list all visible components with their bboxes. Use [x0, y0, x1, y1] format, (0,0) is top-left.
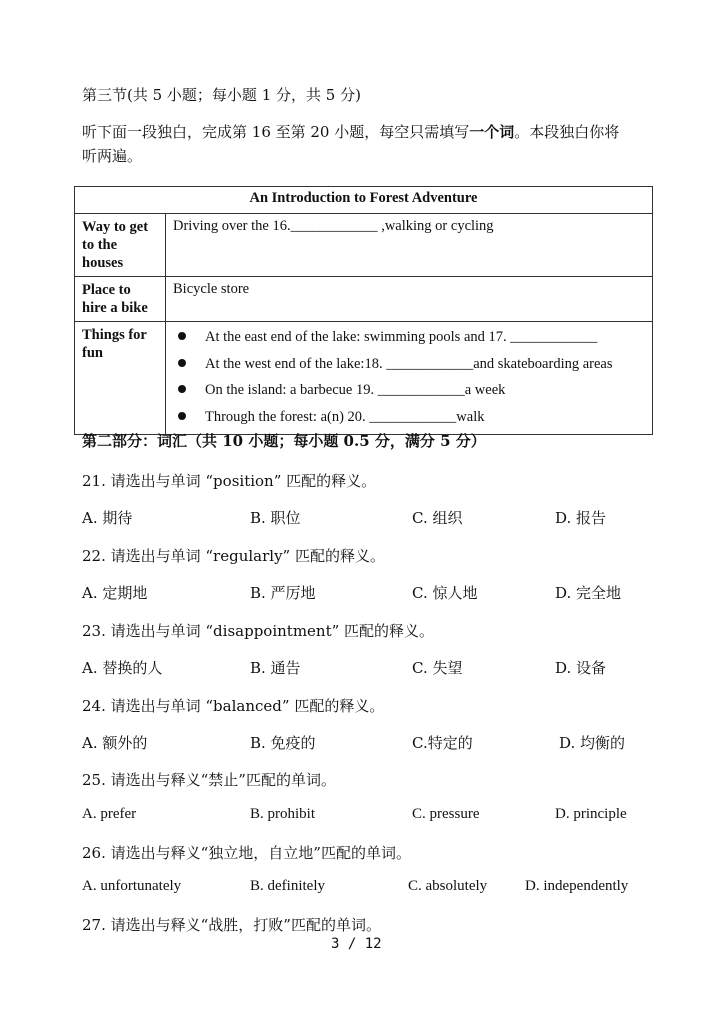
page-number: 3 / 12 — [331, 936, 382, 952]
row-label: Things for fun — [75, 322, 166, 435]
instruction-line1 — [82, 121, 619, 142]
instruction-text: 听下面一段独白，完成第 16 至第 20 小题，每空只需填写 — [82, 123, 470, 141]
option-a[interactable]: A. 定期地 — [82, 584, 148, 602]
part2-title: 第二部分：词汇（共 10 小题；每小题 0.5 分，满分 5 分） — [82, 432, 486, 450]
section3-title: 第三节(共 5 小题；每小题 1 分，共 5 分) — [82, 86, 361, 104]
option-b[interactable]: B. 免疫的 — [250, 734, 316, 752]
bullet-icon — [178, 332, 186, 340]
forest-adventure-table — [74, 186, 653, 435]
row-label: Place to hire a bike — [75, 277, 166, 322]
option-c[interactable]: C. 惊人地 — [412, 584, 478, 602]
row-label: Way to get to the houses — [75, 214, 166, 277]
question-22: 22. 请选出与单词 “regularly” 匹配的释义。 — [82, 547, 385, 565]
instruction-emphasis: 一个词 — [469, 123, 515, 141]
option-d[interactable]: D. 报告 — [555, 509, 607, 527]
list-item-text: At the west end of the lake:18. ____________and skateboarding areas — [205, 355, 613, 372]
option-c[interactable]: C.特定的 — [412, 734, 473, 752]
row-content: Bicycle store — [166, 277, 653, 322]
question-26: 26. 请选出与释义“独立地，自立地”匹配的单词。 — [82, 844, 411, 862]
option-a[interactable]: A. 替换的人 — [82, 659, 163, 677]
table-row — [75, 277, 653, 322]
option-a[interactable]: A. unfortunately — [82, 878, 182, 894]
instruction-line2: 听两遍。 — [82, 147, 143, 165]
option-a[interactable]: A. prefer — [82, 806, 137, 822]
option-a[interactable]: A. 额外的 — [82, 734, 148, 752]
option-b[interactable]: B. 通告 — [250, 659, 301, 677]
instruction-text-end: 。本段独白你将 — [514, 123, 620, 141]
bullet-icon — [178, 412, 186, 420]
row-content: Driving over the 16.____________ ,walking or cycling — [166, 214, 653, 277]
question-27: 27. 请选出与释义“战胜，打败”匹配的单词。 — [82, 916, 381, 934]
option-c[interactable]: C. pressure — [412, 806, 480, 822]
table-title: An Introduction to Forest Adventure — [75, 187, 653, 214]
question-24: 24. 请选出与单词 “balanced” 匹配的释义。 — [82, 697, 385, 715]
table-row — [75, 214, 653, 277]
option-c[interactable]: C. 组织 — [412, 509, 463, 527]
option-d[interactable]: D. 设备 — [555, 659, 607, 677]
option-b[interactable]: B. definitely — [250, 878, 325, 894]
question-21: 21. 请选出与单词 “position” 匹配的释义。 — [82, 472, 377, 490]
fun-list — [173, 328, 645, 434]
question-25: 25. 请选出与释义“禁止”匹配的单词。 — [82, 771, 336, 789]
list-item — [173, 355, 645, 382]
option-b[interactable]: B. prohibit — [250, 806, 316, 822]
bullet-icon — [178, 359, 186, 367]
option-c[interactable]: C. absolutely — [408, 878, 488, 894]
bullet-icon — [178, 385, 186, 393]
table-row — [75, 322, 653, 435]
question-23: 23. 请选出与单词 “disappointment” 匹配的释义。 — [82, 622, 435, 640]
option-d[interactable]: D. 均衡的 — [559, 734, 626, 752]
option-a[interactable]: A. 期待 — [82, 509, 133, 527]
list-item — [173, 328, 645, 355]
list-item-text: On the island: a barbecue 19. ____________a week — [205, 382, 506, 398]
option-c[interactable]: C. 失望 — [412, 659, 463, 677]
list-item — [173, 381, 645, 408]
list-item-text: At the east end of the lake: swimming pools and 17. ____________ — [205, 329, 598, 345]
option-d[interactable]: D. independently — [525, 878, 629, 894]
row-content — [166, 322, 653, 435]
option-d[interactable]: D. 完全地 — [555, 584, 622, 602]
list-item-text: Through the forest: a(n) 20. ____________walk — [205, 408, 485, 425]
option-d[interactable]: D. principle — [555, 806, 627, 822]
option-b[interactable]: B. 严厉地 — [250, 584, 316, 602]
option-b[interactable]: B. 职位 — [250, 509, 301, 527]
